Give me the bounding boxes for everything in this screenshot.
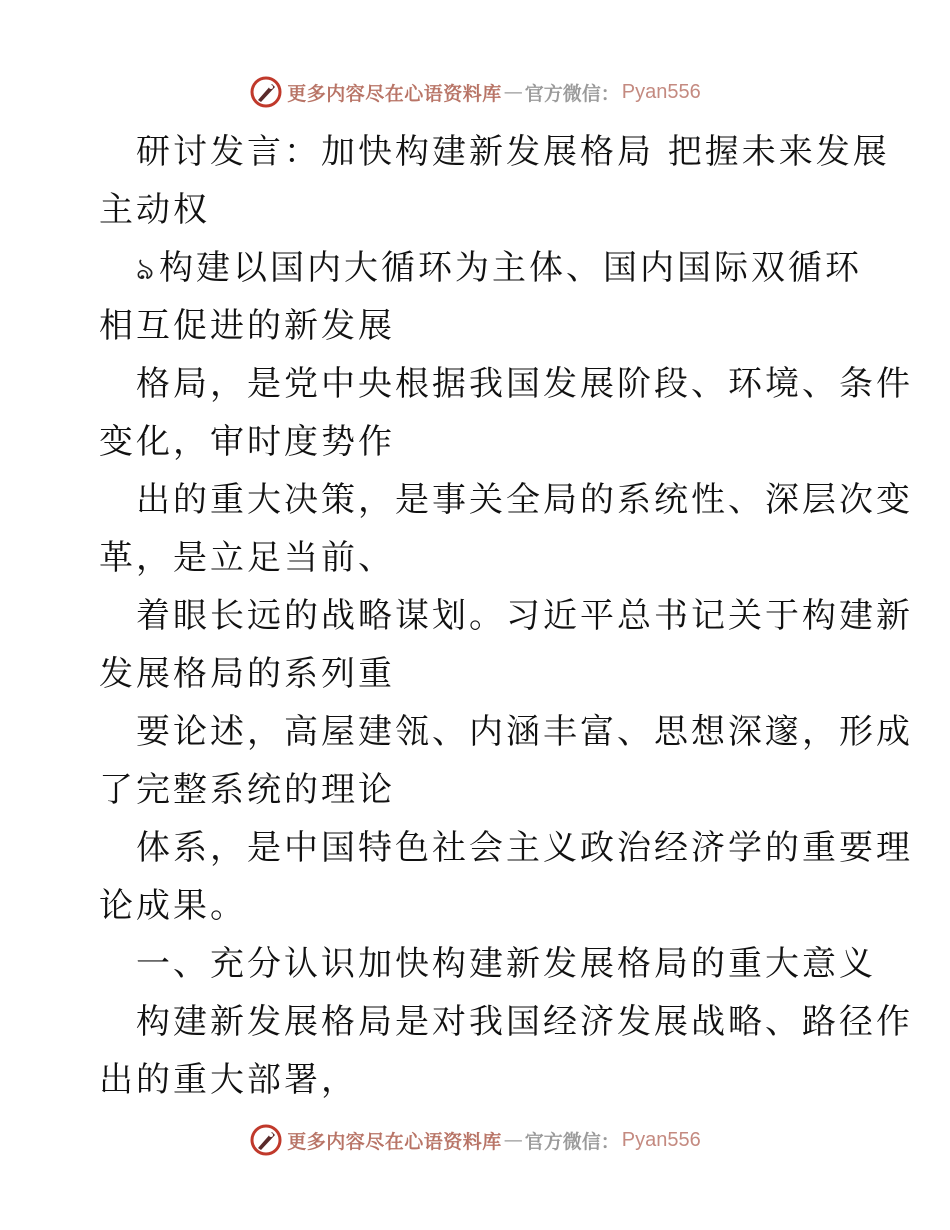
- wechat-id: Pyan556: [621, 80, 701, 103]
- separator-dash: —: [503, 81, 523, 103]
- title-line-1: 研讨发言：加快构建新发展格局 把握未来发展: [136, 132, 890, 172]
- separator-dash: —: [503, 1129, 523, 1151]
- paragraph-line: 变化，审时度势作: [99, 422, 395, 462]
- paragraph-line: 着眼长远的战略谋划。习近平总书记关于构建新: [136, 596, 913, 636]
- paragraph-line: 了完整系统的理论: [99, 770, 395, 810]
- wechat-label: 官方微信：: [524, 82, 620, 105]
- brand-text: 更多内容尽在心语资料库: [287, 82, 502, 105]
- paragraph-line: 相互促进的新发展: [99, 306, 395, 346]
- paragraph-line: 发展格局的系列重: [99, 654, 395, 694]
- bullet-glyph-icon: ঌ: [136, 252, 158, 287]
- paragraph-line: 出的重大决策，是事关全局的系统性、深层次变: [136, 480, 913, 520]
- paragraph-line: 构建新发展格局是对我国经济发展战略、路径作: [136, 1002, 913, 1042]
- paragraph-line: 论成果。: [99, 886, 247, 926]
- paragraph-line: [99, 239, 863, 297]
- paragraph-text: 构建以国内大循环为主体、国内国际双循环: [159, 248, 863, 288]
- pen-logo-icon: [249, 1123, 283, 1157]
- header-banner: [0, 72, 950, 112]
- brand-text: 更多内容尽在心语资料库: [287, 1130, 502, 1153]
- pen-logo-icon: [249, 75, 283, 109]
- section-heading: 一、充分认识加快构建新发展格局的重大意义: [136, 944, 876, 984]
- paragraph-line: 革，是立足当前、: [99, 538, 395, 578]
- title-line-2: 主动权: [99, 190, 210, 230]
- paragraph-line: 要论述，高屋建瓴、内涵丰富、思想深邃，形成: [136, 712, 913, 752]
- wechat-id: Pyan556: [621, 1128, 701, 1151]
- footer-banner: [0, 1120, 950, 1160]
- paragraph-line: 出的重大部署，: [99, 1060, 358, 1100]
- paragraph-line: 体系，是中国特色社会主义政治经济学的重要理: [136, 828, 913, 868]
- wechat-label: 官方微信：: [524, 1130, 620, 1153]
- document-body: [99, 123, 913, 1109]
- paragraph-line: 格局，是党中央根据我国发展阶段、环境、条件: [136, 364, 913, 404]
